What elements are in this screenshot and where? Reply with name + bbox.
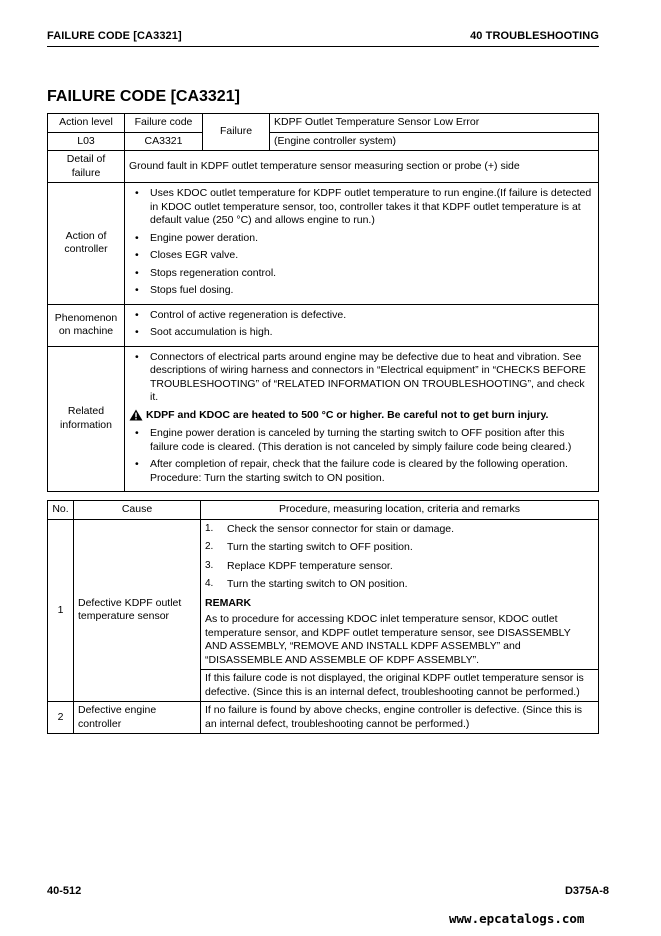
model-number: D375A-8	[564, 885, 609, 897]
list-item: • After completion of repair, check that the failure code is cleared by the following operation. Procedure: Turn the starting switch to ON position.	[129, 458, 594, 485]
no-header: No.	[48, 501, 74, 520]
failure-code-value: CA3321	[125, 132, 203, 151]
list-item: • Control of active regeneration is defective.	[129, 309, 594, 323]
remark-text: As to procedure for accessing KDOC inlet temperature sensor, KDOC outlet temperature sensor, and KDPF outlet temperature sensor, see DISASSEMBLY AND ASSEMBLY, “REMOVE AND INSTALL KDPF ASSEMBLY” and “DISASSEMBLE AND ASSEMBLE OF KDPF ASSEMBLY”.	[205, 613, 571, 666]
list-item	[205, 541, 594, 555]
step-number: 3.	[205, 559, 214, 571]
page-title: FAILURE CODE [CA3321]	[47, 88, 240, 105]
cause-number: 1	[48, 519, 74, 702]
step-number: 2.	[205, 541, 214, 552]
list-item: • Uses KDOC outlet temperature for KDPF outlet temperature to run engine.(If failure is detected in KDOC outlet temperature sensor, too, controller takes it that KDPF outlet temperature is at default value (250 °C) and allows engine to run.)	[129, 187, 594, 228]
step-text: Check the sensor connector for stain or damage.	[227, 522, 455, 535]
list-item: • Soot accumulation is high.	[129, 326, 594, 340]
step-text: Turn the starting switch to ON position.	[227, 578, 408, 590]
detail-of-failure-label: Detail of failure	[48, 151, 125, 183]
list-item	[205, 578, 594, 592]
cause-procedure-table	[47, 500, 599, 734]
header-divider	[47, 46, 599, 47]
step-number: 4.	[205, 578, 214, 589]
related-information-list	[129, 351, 594, 405]
detail-of-failure-text: Ground fault in KDPF outlet temperature sensor measuring section or probe (+) side	[125, 151, 599, 183]
list-item: • Engine power deration is canceled by turning the starting switch to OFF position after this failure code is cleared. (This deration is not canceled by simply failure code being cleared.)	[129, 427, 594, 454]
procedure-steps	[205, 523, 594, 592]
action-level-value: L03	[48, 132, 125, 151]
cause-number: 2	[48, 702, 74, 734]
failure-summary-table	[47, 113, 599, 492]
failure-description-line1: KDPF Outlet Temperature Sensor Low Error	[270, 114, 599, 133]
procedure-note: If this failure code is not displayed, the original KDPF outlet temperature sensor is defective. (Since this is an internal defect, troubleshooting cannot be performed.)	[201, 670, 599, 702]
procedure-cell	[201, 519, 599, 670]
list-item: • Engine power deration.	[129, 232, 594, 246]
action-level-header: Action level	[48, 114, 125, 133]
warning-triangle-icon	[129, 409, 143, 421]
action-of-controller-list	[129, 187, 594, 298]
phenomenon-cell	[125, 304, 599, 346]
action-of-controller-label: Action of controller	[48, 183, 125, 305]
related-information-list-continued	[129, 427, 594, 485]
phenomenon-list	[129, 309, 594, 340]
list-item: • Connectors of electrical parts around engine may be defective due to heat and vibration. See descriptions of wiring harness and connectors in “Electrical equipment” in “CHECKS BEFORE TROUBLESHOOTING” of “RELATED INFORMATION ON TROUBLESHOOTING”, and check it.	[129, 351, 594, 405]
failure-header: Failure	[203, 114, 270, 151]
burn-warning	[129, 409, 594, 423]
list-item: • Stops fuel dosing.	[129, 284, 594, 298]
list-item: • Closes EGR valve.	[129, 249, 594, 263]
watermark: www.epcatalogs.com	[449, 911, 585, 926]
related-information-label: Related information	[48, 346, 125, 492]
cause-header: Cause	[74, 501, 201, 520]
step-text: Turn the starting switch to OFF position.	[227, 541, 413, 553]
cause-text: Defective engine controller	[74, 702, 201, 734]
running-header-left: FAILURE CODE [CA3321]	[47, 30, 182, 42]
step-number: 1.	[205, 522, 214, 534]
list-item: • Stops regeneration control.	[129, 267, 594, 281]
list-item	[205, 560, 594, 574]
remark-heading: REMARK	[205, 596, 252, 609]
running-header-right: 40 TROUBLESHOOTING	[470, 30, 599, 42]
step-text: Replace KDPF temperature sensor.	[227, 559, 393, 572]
failure-description-line2: (Engine controller system)	[270, 132, 599, 151]
failure-code-header: Failure code	[125, 114, 203, 133]
action-of-controller-cell	[125, 183, 599, 305]
procedure-header: Procedure, measuring location, criteria and remarks	[201, 501, 599, 520]
cause-text: Defective KDPF outlet temperature sensor	[74, 519, 201, 702]
related-information-cell	[125, 346, 599, 492]
page-number: 40-512	[47, 885, 82, 897]
phenomenon-label: Phenomenon on machine	[48, 304, 125, 346]
burn-warning-text: KDPF and KDOC are heated to 500 °C or higher. Be careful not to get burn injury.	[146, 408, 549, 421]
list-item	[205, 523, 594, 537]
procedure-text: If no failure is found by above checks, engine controller is defective. (Since this is an internal defect, troubleshooting cannot be performed.)	[201, 702, 599, 734]
